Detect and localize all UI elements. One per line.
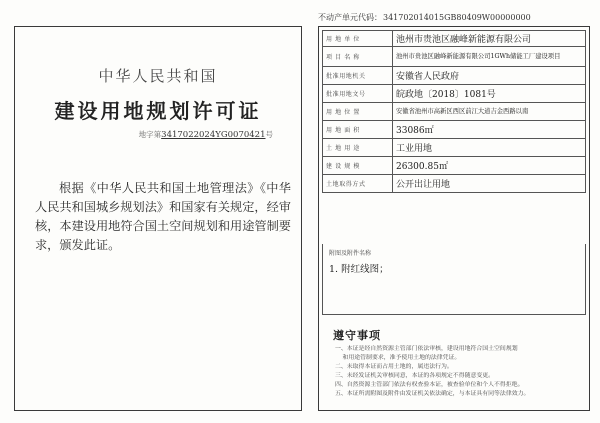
table-row [323, 103, 586, 121]
notice-item: 四、自然资源主管部门依法有权查验本证，被查验单位和个人不得拒绝。 [335, 382, 524, 388]
row-value: 池州市贵池区融峰新能源有限公司1GWh储能工厂建设项目 [393, 47, 586, 67]
row-label: 土 地 用 途 [323, 139, 393, 157]
row-value: 皖政地〔2018〕1081号 [393, 85, 586, 103]
info-table [322, 30, 586, 193]
notice-item: 和用途管制要求，准予使用土地的法律凭证。 [335, 355, 461, 361]
right-panel [318, 26, 590, 411]
table-row [323, 139, 586, 157]
permit-number-suffix: 号 [265, 130, 273, 139]
permit-number [139, 129, 273, 140]
table-row [323, 121, 586, 139]
unit-code-value: 341702014015GB80409W00000000 [383, 13, 531, 22]
row-value: 公开出让用地 [393, 175, 586, 193]
row-value: 安徽省池州市高新区西区前江大道吉金西路以南 [393, 103, 586, 121]
attachments-label: 附图及附件名称 [329, 250, 372, 257]
row-label: 项 目 名 称 [323, 47, 393, 67]
notice-title: 遵守事项 [333, 329, 381, 342]
attachments-box [322, 244, 586, 315]
table-row [323, 47, 586, 67]
row-label: 土地取得方式 [323, 175, 393, 193]
row-label: 用 地 位 置 [323, 103, 393, 121]
row-value: 池州市贵池区融峰新能源有限公司 [393, 31, 586, 47]
left-panel [14, 26, 302, 411]
notice-list [335, 345, 585, 399]
notice-item: 一、本证是经自然资源主管部门依法审核，建设用地符合国土空间规划 [335, 346, 518, 352]
attachments-item: 1. 附红线图； [329, 264, 389, 275]
notice-item: 五、本证所需附图及附件由发证机关依法确定，与本证具有同等法律效力。 [335, 391, 530, 397]
table-row [323, 85, 586, 103]
unit-code [318, 12, 531, 23]
table-row [323, 31, 586, 47]
permit-body-text: 根据《中华人民共和国土地管理法》《中华人民共和国城乡规划法》和国家有关规定，经审核，本建设用地符合国土空间规划和用途管制要求，颁发此证。 [35, 181, 291, 252]
row-label: 批准用地文号 [323, 85, 393, 103]
table-row [323, 157, 586, 175]
row-label: 用 地 单 位 [323, 31, 393, 47]
notice-item: 二、未取得本证而占用土地的，属违法行为。 [335, 364, 453, 370]
row-value: 26300.85㎡ [393, 157, 586, 175]
row-value: 安徽省人民政府 [393, 67, 586, 85]
row-value: 工业用地 [393, 139, 586, 157]
row-label: 用 地 面 积 [323, 121, 393, 139]
unit-code-label: 不动产单元代码： [318, 13, 382, 22]
row-value: 33086㎡ [393, 121, 586, 139]
permit-number-prefix: 地字第 [138, 130, 162, 139]
row-label: 建 设 规 模 [323, 157, 393, 175]
notice-item: 三、未经发证机关审核同意，本证的各项规定不得随意变更。 [335, 373, 495, 379]
table-row [323, 175, 586, 193]
permit-number-value: 3417022024YG0070421 [161, 130, 266, 140]
permit-title: 建设用地规划许可证 [54, 99, 262, 123]
table-row [323, 67, 586, 85]
row-label: 批准用地机关 [323, 67, 393, 85]
country-name: 中华人民共和国 [98, 67, 218, 85]
